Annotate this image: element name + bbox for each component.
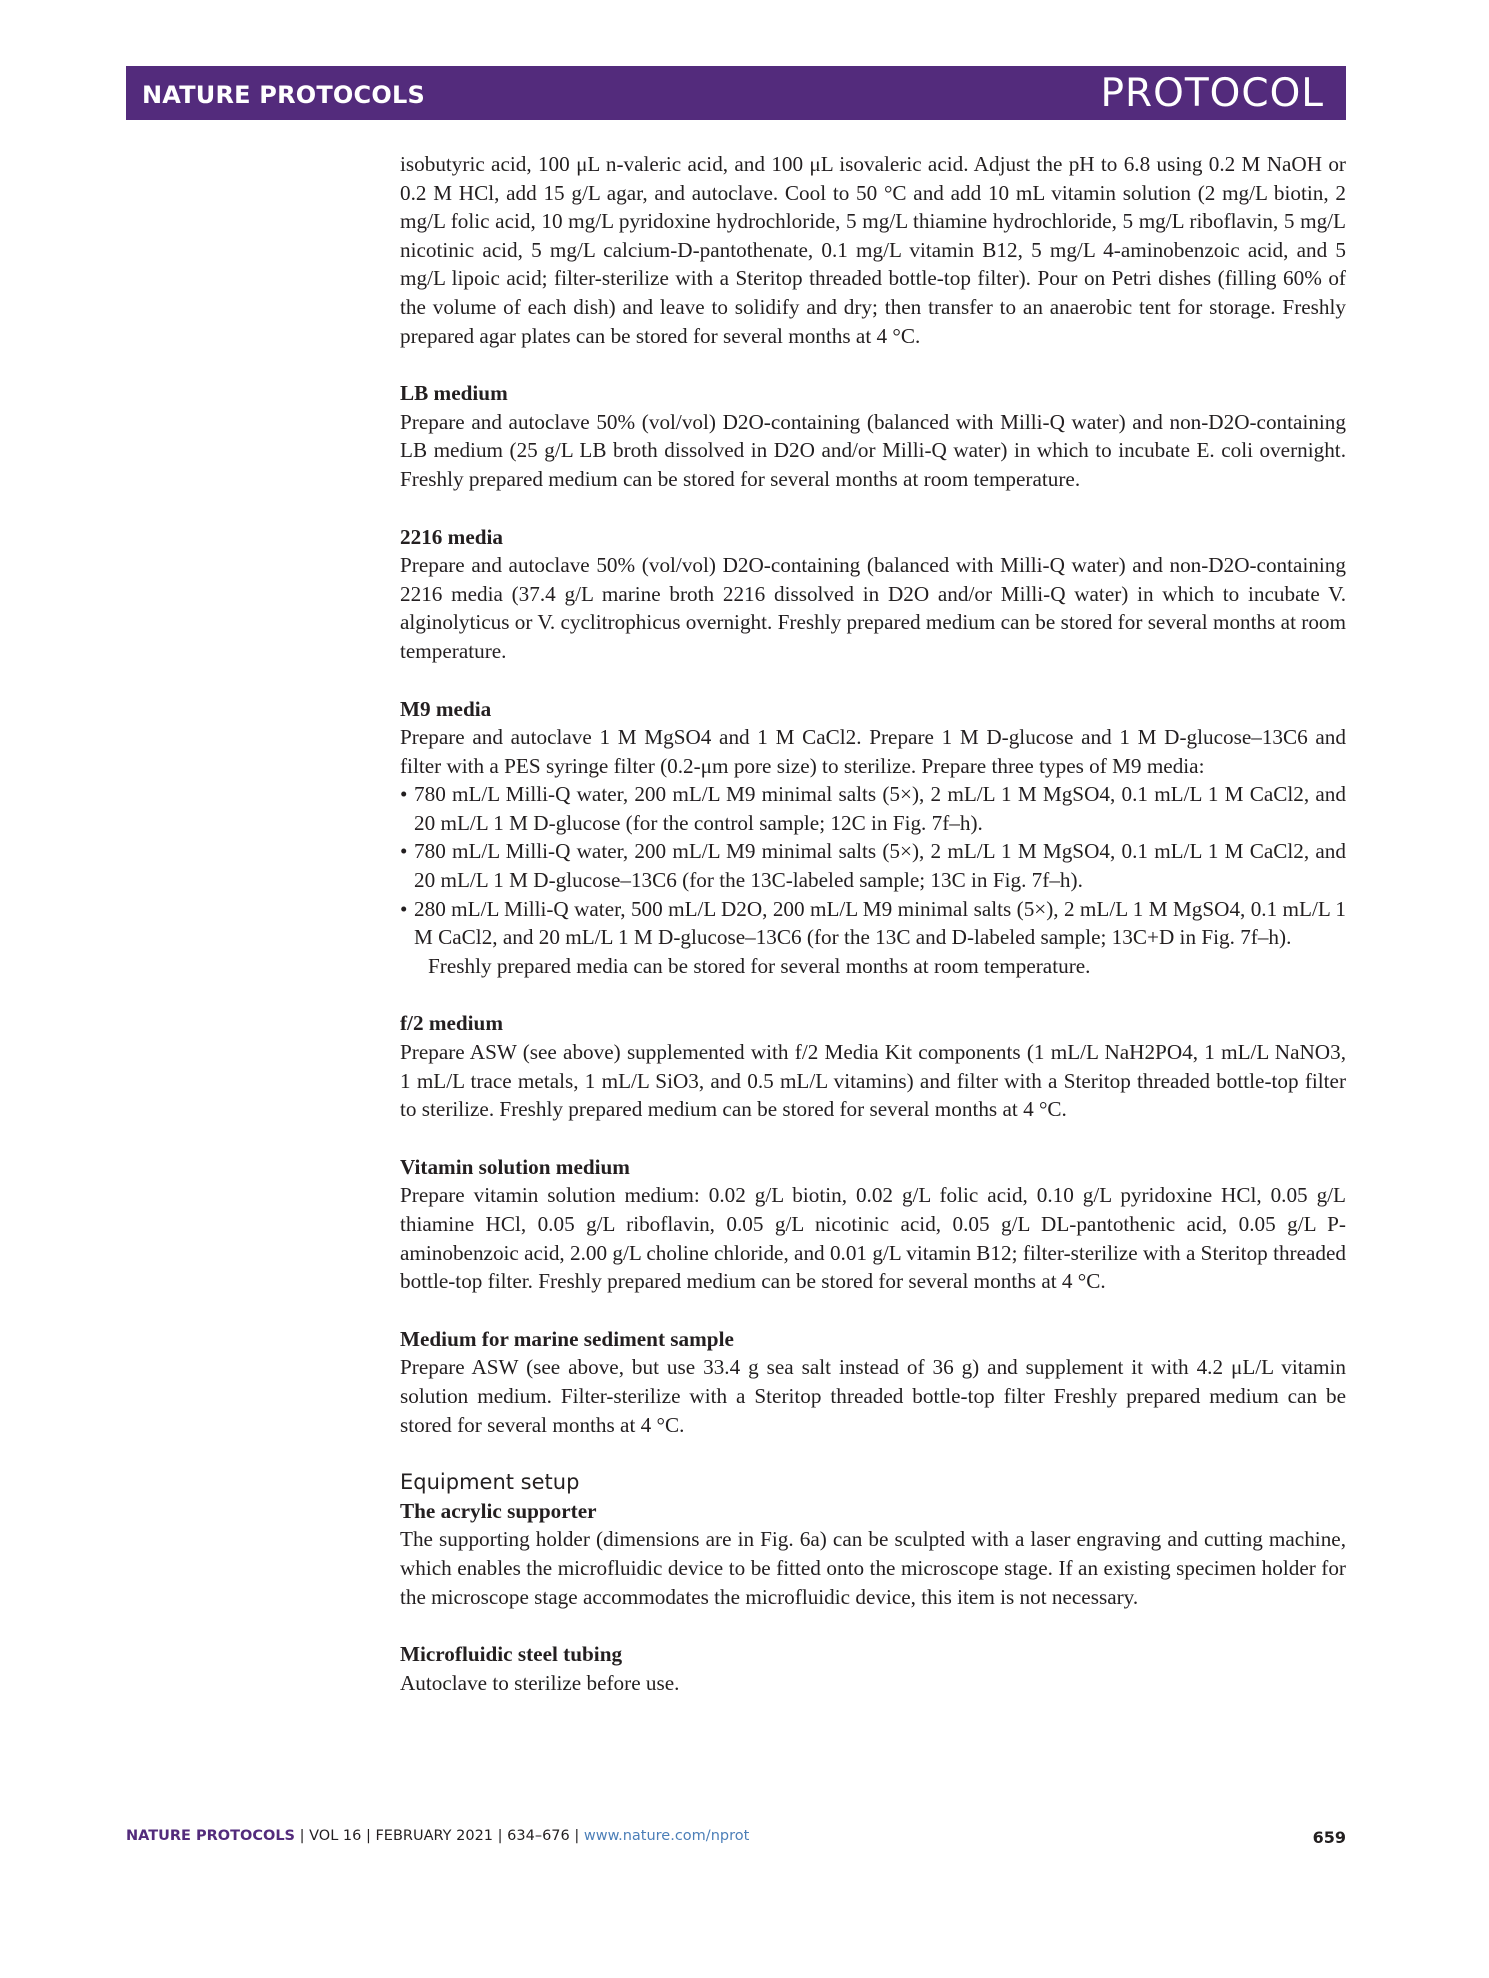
f2-medium-section xyxy=(400,1009,1346,1123)
footer-pages: 634–676 xyxy=(507,1828,570,1844)
page-number: 659 xyxy=(1312,1828,1346,1847)
list-item: • 780 mL/L Milli-Q water, 200 mL/L M9 minimal salts (5×), 2 mL/L 1 M MgSO4, 0.1 mL/L 1 M CaCl2, and 20 mL/L 1 M D-glucose (for the control sample; 12C in Fig. 7f–h). xyxy=(400,780,1346,837)
section-heading: Vitamin solution medium xyxy=(400,1154,630,1179)
footer-volume: VOL 16 xyxy=(309,1828,362,1844)
section-paragraph: Prepare and autoclave 1 M MgSO4 and 1 M CaCl2. Prepare 1 M D-glucose and 1 M D-glucose–13C6 and filter with a PES syringe filter (0.2-μm pore size) to sterilize. Prepare three types of M9 media: xyxy=(400,725,1346,778)
section-heading: LB medium xyxy=(400,381,508,406)
section-heading: The acrylic supporter xyxy=(400,1498,597,1523)
page-footer: NATURE PROTOCOLS | VOL 16 | FEBRUARY 2021 | 634–676 | www.nature.com/nprot 659 xyxy=(126,1828,1346,1847)
intro-paragraph: isobutyric acid, 100 μL n-valeric acid, and 100 μL isovaleric acid. Adjust the pH to 6.8 using 0.2 M NaOH or 0.2 M HCl, add 15 g/L agar, and autoclave. Cool to 50 °C and add 10 mL vitamin solution (2 mg/L biotin, 2 mg/L folic acid, 10 mg/L pyridoxine hydrochloride, 5 mg/L thiamine hydrochloride, 5 mg/L riboflavin, 5 mg/L nicotinic acid, 5 mg/L calcium-D-pantothenate, 0.1 mg/L vitamin B12, 5 mg/L 4-aminobenzoic acid, and 5 mg/L lipoic acid; filter-sterilize with a Steritop threaded bottle-top filter). Pour on Petri dishes (filling 60% of the volume of each dish) and leave to solidify and dry; then transfer to an anaerobic tent for storage. Freshly prepared agar plates can be stored for several months at 4 °C. xyxy=(400,152,1346,348)
section-paragraph: Prepare and autoclave 50% (vol/vol) D2O-containing (balanced with Milli-Q water) and non-D2O-containing 2216 media (37.4 g/L marine broth 2216 dissolved in D2O and/or Milli-Q water) in which to incubate V. alginolyticus or V. cyclitrophicus overnight. Freshly prepared medium can be stored for several months at room temperature. xyxy=(400,553,1346,663)
2216-media-section xyxy=(400,523,1346,666)
page-content xyxy=(400,150,1346,1697)
section-paragraph: Prepare vitamin solution medium: 0.02 g/L biotin, 0.02 g/L folic acid, 0.10 g/L pyridoxine HCl, 0.05 g/L thiamine HCl, 0.05 g/L riboflavin, 0.05 g/L nicotinic acid, 0.05 g/L DL-pantothenic acid, 0.05 g/L P-aminobenzoic acid, 2.00 g/L choline chloride, and 0.01 g/L vitamin B12; filter-sterilize with a Steritop threaded bottle-top filter. Freshly prepared medium can be stored for several months at 4 °C. xyxy=(400,1183,1346,1294)
section-paragraph: Prepare and autoclave 50% (vol/vol) D2O-containing (balanced with Milli-Q water) and non-D2O-containing LB medium (25 g/L LB broth dissolved in D2O and/or Milli-Q water) in which to incubate E. coli overnight. Freshly prepared medium can be stored for several months at room temperature. xyxy=(400,409,1346,491)
section-heading: Microfluidic steel tubing xyxy=(400,1642,623,1667)
list-item: • 280 mL/L Milli-Q water, 500 mL/L D2O, 200 mL/L M9 minimal salts (5×), 2 mL/L 1 M MgSO4, 0.1 mL/L 1 M CaCl2, and 20 mL/L 1 M D-glucose–13C6 (for the 13C and D-labeled sample; 13C+D in Fig. 7f–h). xyxy=(400,895,1346,952)
marine-sediment-section xyxy=(400,1325,1346,1439)
steel-tubing-section xyxy=(400,1640,1346,1697)
vitamin-solution-section xyxy=(400,1153,1346,1296)
section-paragraph: The supporting holder (dimensions are in Fig. 6a) can be sculpted with a laser engraving and cutting machine, which enables the microfluidic device to be fitted onto the microscope stage. If an existing specimen holder for the microscope stage accommodates the microfluidic device, this item is not necessary. xyxy=(400,1527,1346,1609)
section-paragraph: Prepare ASW (see above, but use 33.4 g sea salt instead of 36 g) and supplement it with 4.2 μL/L vitamin solution medium. Filter-sterilize with a Steritop threaded bottle-top filter Freshly prepared medium can be stored for several months at 4 °C. xyxy=(400,1355,1346,1437)
section-paragraph: Autoclave to sterilize before use. xyxy=(400,1670,680,1695)
list-item: • 780 mL/L Milli-Q water, 200 mL/L M9 minimal salts (5×), 2 mL/L 1 M MgSO4, 0.1 mL/L 1 M CaCl2, and 20 mL/L 1 M D-glucose–13C6 (for the 13C-labeled sample; 13C in Fig. 7f–h). xyxy=(400,837,1346,894)
article-type: PROTOCOL xyxy=(1100,71,1324,116)
equipment-setup-heading: Equipment setup xyxy=(400,1470,580,1495)
storage-note: Freshly prepared media can be stored for several months at room temperature. xyxy=(428,953,1091,978)
lb-medium-section xyxy=(400,379,1346,493)
section-heading: Medium for marine sediment sample xyxy=(400,1326,734,1351)
m9-media-section xyxy=(400,695,1346,981)
section-heading: f/2 medium xyxy=(400,1011,503,1036)
footer-date: FEBRUARY 2021 xyxy=(375,1828,494,1844)
footer-url-link[interactable]: www.nature.com/nprot xyxy=(583,1828,750,1844)
section-heading: M9 media xyxy=(400,696,492,721)
page-header-banner xyxy=(126,66,1346,120)
journal-name: NATURE PROTOCOLS xyxy=(142,81,425,109)
acrylic-supporter-section xyxy=(400,1497,1346,1611)
footer-journal: NATURE PROTOCOLS xyxy=(126,1828,296,1844)
section-paragraph: Prepare ASW (see above) supplemented with f/2 Media Kit components (1 mL/L NaH2PO4, 1 mL/L NaNO3, 1 mL/L trace metals, 1 mL/L SiO3, and 0.5 mL/L vitamins) and filter with a Steritop threaded bottle-top filter to sterilize. Freshly prepared medium can be stored for several months at 4 °C. xyxy=(400,1040,1346,1122)
m9-media-list xyxy=(400,780,1346,952)
section-heading: 2216 media xyxy=(400,524,503,549)
